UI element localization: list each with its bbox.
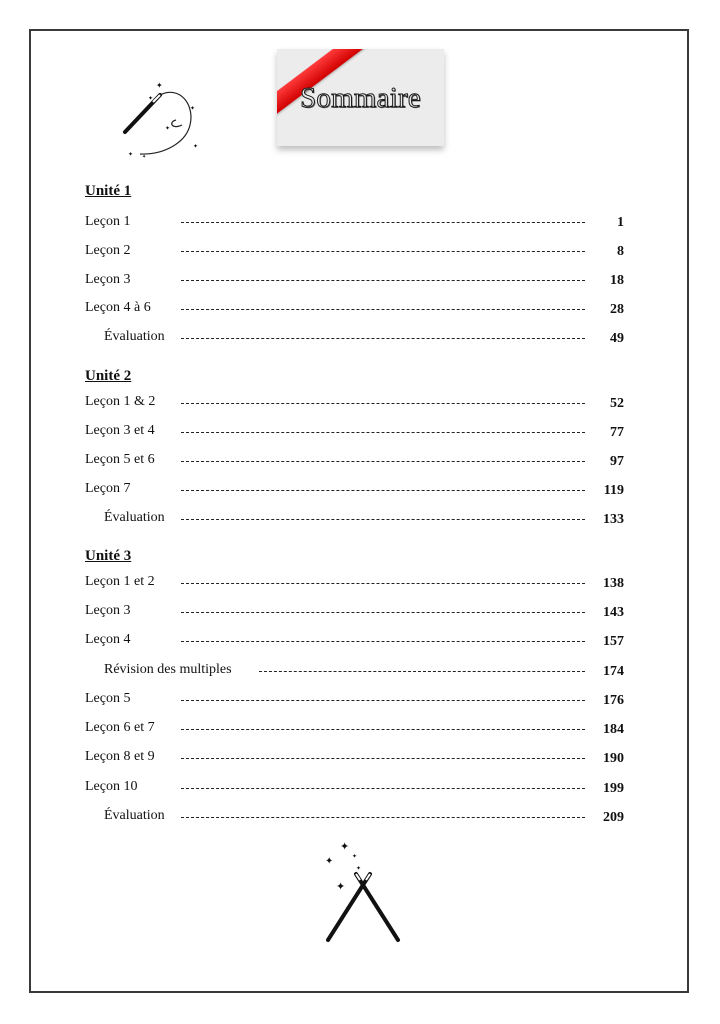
svg-text:✦: ✦ (165, 126, 171, 132)
toc-leader-dots (181, 251, 585, 252)
toc-leader-dots (181, 490, 585, 491)
svg-text:✦: ✦ (356, 866, 362, 872)
svg-text:✦: ✦ (336, 881, 346, 893)
toc-entry-page: 119 (603, 483, 624, 498)
toc-leader-dots (181, 758, 585, 759)
toc-leader-dots (181, 519, 585, 520)
unit-heading: Unité 2 (85, 368, 132, 384)
toc-entry-page: 8 (617, 244, 624, 259)
toc-leader-dots (181, 432, 585, 433)
svg-text:✦: ✦ (128, 152, 134, 158)
toc-leader-dots (181, 461, 585, 462)
toc-leader-dots (181, 403, 585, 404)
toc-entry-label: Leçon 6 et 7 (85, 720, 155, 735)
toc-entry-page: 28 (610, 302, 624, 317)
toc-entry-label: Leçon 1 et 2 (85, 574, 155, 589)
toc-entry-label: Leçon 7 (85, 481, 131, 496)
toc-entry-page: 209 (603, 810, 624, 825)
toc-entry-page: 49 (610, 331, 624, 346)
toc-entry-page: 184 (603, 722, 624, 737)
toc-entry-label: Leçon 4 (85, 632, 131, 647)
toc-entry-page: 133 (603, 512, 624, 527)
toc-entry-page: 176 (603, 693, 624, 708)
toc-entry-label: Évaluation (104, 510, 165, 525)
toc-entry-page: 77 (610, 425, 624, 440)
toc-leader-dots (181, 817, 585, 818)
toc-entry-page: 52 (610, 396, 624, 411)
toc-entry-page: 138 (603, 576, 624, 591)
toc-entry-label: Leçon 4 à 6 (85, 300, 151, 315)
svg-text:✦: ✦ (142, 155, 147, 160)
toc-entry-page: 190 (603, 751, 624, 766)
toc-entry-page: 18 (610, 273, 624, 288)
svg-text:✦: ✦ (340, 841, 350, 853)
toc-entry-page: 157 (603, 634, 624, 649)
toc-entry-label: Leçon 3 (85, 272, 131, 287)
toc-leader-dots (181, 612, 585, 613)
toc-leader-dots (181, 280, 585, 281)
svg-text:✦: ✦ (148, 96, 154, 102)
toc-entry-label: Leçon 5 (85, 691, 131, 706)
toc-leader-dots (181, 338, 585, 339)
toc-entry-label: Révision des multiples (104, 662, 232, 677)
unit-heading: Unité 1 (85, 183, 132, 199)
toc-entry-page: 143 (603, 605, 624, 620)
toc-leader-dots (181, 700, 585, 701)
toc-leader-dots (181, 583, 585, 584)
toc-entry-label: Leçon 3 (85, 603, 131, 618)
toc-entry-label: Évaluation (104, 808, 165, 823)
toc-leader-dots (259, 671, 585, 672)
toc-entry-page: 174 (603, 664, 624, 679)
unit-heading: Unité 3 (85, 548, 132, 564)
page-title: Sommaire (300, 82, 421, 114)
toc-leader-dots (181, 788, 585, 789)
toc-entry-label: Évaluation (104, 329, 165, 344)
toc-entry-page: 199 (603, 781, 624, 796)
svg-text:✦: ✦ (325, 856, 334, 867)
toc-leader-dots (181, 222, 585, 223)
toc-entry-label: Leçon 5 et 6 (85, 452, 155, 467)
toc-entry-label: Leçon 1 (85, 214, 131, 229)
svg-text:✦: ✦ (156, 81, 163, 90)
toc-entry-label: Leçon 1 & 2 (85, 394, 156, 409)
toc-entry-label: Leçon 10 (85, 779, 138, 794)
svg-text:✦: ✦ (190, 106, 196, 112)
toc-entry-page: 1 (617, 215, 624, 230)
toc-entry-page: 97 (610, 454, 624, 469)
svg-text:✦: ✦ (193, 144, 199, 150)
toc-entry-label: Leçon 2 (85, 243, 131, 258)
svg-text:✦: ✦ (352, 854, 358, 860)
toc-entry-label: Leçon 3 et 4 (85, 423, 155, 438)
toc-entry-label: Leçon 8 et 9 (85, 749, 155, 764)
toc-leader-dots (181, 309, 585, 310)
toc-leader-dots (181, 641, 585, 642)
toc-leader-dots (181, 729, 585, 730)
